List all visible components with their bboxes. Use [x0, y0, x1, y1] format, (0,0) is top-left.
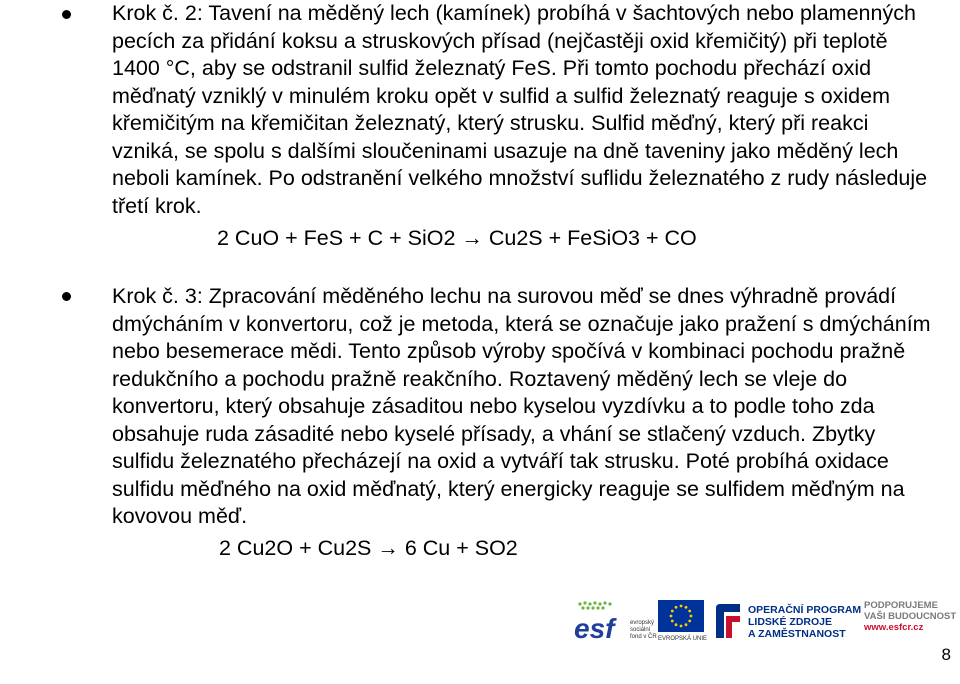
- step-3-equation: 2 Cu2O + Cu2S → 6 Cu + SO2: [219, 535, 518, 560]
- page-number: 8: [941, 645, 951, 664]
- podporujeme-logo: [864, 600, 960, 644]
- bullet-icon: [62, 292, 71, 301]
- podpor-line-2: VAŠI BUDOUCNOST: [864, 611, 957, 622]
- operacni-program-logo: [712, 600, 862, 644]
- step-2-text: Krok č. 2: Tavení na měděný lech (kamínek) probíhá v šachtových nebo plamenných pecích za přidání koksu a struskových přísad (nejčastěji oxid křemičitý) při teplotě 1400 °C, aby se odstranil sulfid železnatý FeS. Při tomto pochodu přechází oxid měďnatý vzniklý v minulém kroku opět v sulfid a sulfid železnatý reaguje s oxidem křemičitým na křemičitan železnatý, který strusku. Sulfid měďný, který při reakci vzniká, se spolu s dalšími sloučeninami usazuje na dně taveniny jako měděný lech neboli kamínek. Po odstranění velkého množství suflidu železnatého z rudy následuje třetí krok.: [112, 1, 928, 218]
- podpor-line-1: PODPORUJEME: [864, 600, 938, 611]
- list-item-step-2: [58, 0, 938, 253]
- list-item-step-3: [58, 283, 938, 562]
- op-text-block: [748, 604, 861, 640]
- esf-sub-2: sociální: [630, 627, 651, 633]
- eu-flag-logo: [658, 600, 708, 644]
- step-2-equation: 2 CuO + FeS + C + SiO2 → Cu2S + FeSiO3 + CO: [217, 226, 697, 250]
- esf-logo: [574, 600, 664, 644]
- esf-sub-1: evropský: [630, 620, 655, 626]
- op-line-1: OPERAČNÍ PROGRAM: [748, 604, 862, 616]
- funding-logos: [574, 600, 957, 644]
- op-line-3: A ZAMĚSTNANOST: [748, 628, 846, 640]
- podpor-url: www.esfcr.cz: [864, 622, 924, 633]
- esf-wordmark: esf: [574, 613, 615, 644]
- esf-sub-3: fond v ČR: [630, 634, 657, 640]
- step-3-text: Krok č. 3: Zpracování měděného lechu na surovou měď se dnes výhradně provádí dmýcháním v konvertoru, což je metoda, která se označuje jako pražení s dmýcháním nebo besemerace mědi. Tento způsob výroby spočívá v kombinaci pochodu pražně redukčního a pochodu pražně reakčního. Roztavený měděný lech se vleje do konvertoru, který obsahuje zásaditou nebo kyselou vyzdívku a to podle toho zda obsahuje ruda zásadité nebo kyselé přísady, a vhání se stlačený vzduch. Zbytky sulfidu železnatého přecházejí na oxid a vytváří tak strusku. Poté probíhá oxidace sulfidu měďného na oxid měďnatý, který energicky reaguje se sulfidem měďným na kovovou měď.: [112, 284, 931, 528]
- bullet-icon: [62, 10, 71, 19]
- eu-label: EVROPSKÁ UNIE: [658, 636, 708, 642]
- op-line-2: LIDSKÉ ZDROJE: [748, 616, 833, 628]
